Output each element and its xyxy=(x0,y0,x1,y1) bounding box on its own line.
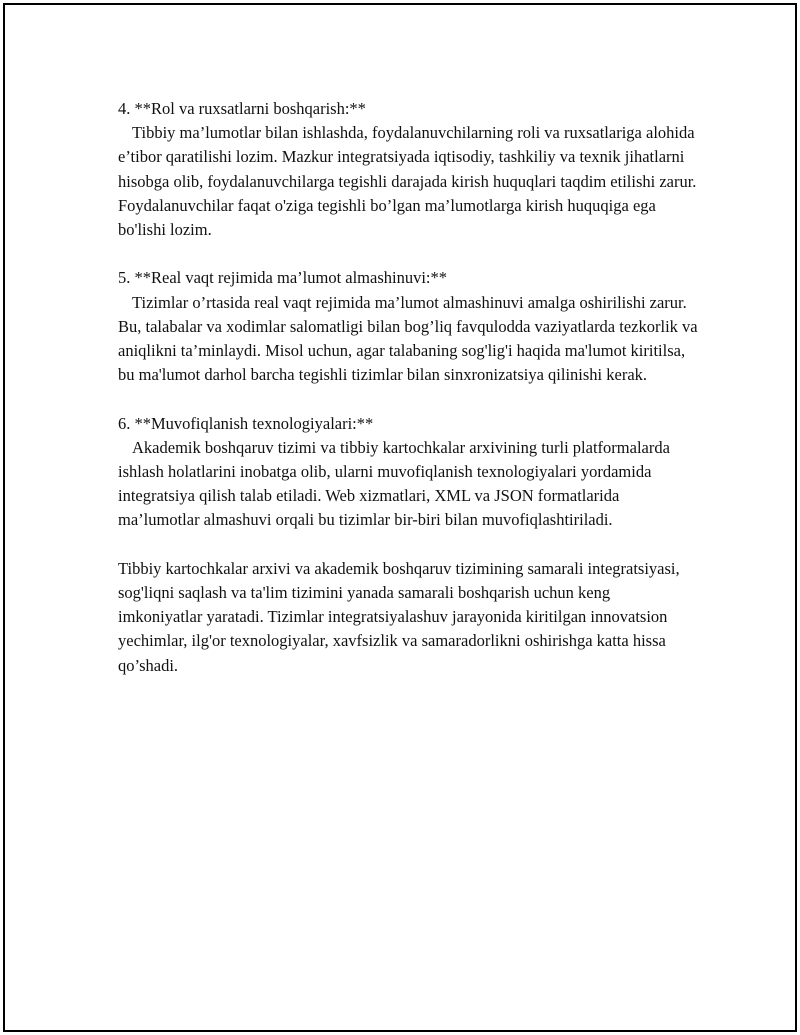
section-realtime-exchange xyxy=(118,266,698,387)
section-heading: 5. **Real vaqt rejimida ma’lumot almashinuvi:** xyxy=(118,268,448,288)
conclusion-paragraph: Tibbiy kartochkalar arxivi va akademik boshqaruv tizimining samarali integratsiyasi, sog'liqni saqlash va ta'lim tizimini yanada samarali boshqarish uchun keng imkoniyatlar yaratadi. Tizimlar integratsiyalashuv jarayonida kiritilgan innovatsion yechimlar, ilg'or texnologiyalar, xavfsizlik va samaradorlikni oshirishga katta hissa qo’shadi. xyxy=(118,558,680,675)
section-body: Tibbiy ma’lumotlar bilan ishlashda, foydalanuvchilarning roli va ruxsatlariga alohida e’tibor qaratilishi lozim. Mazkur integratsiyada iqtisodiy, tashkiliy va texnik jihatlarni hisobga olib, foydalanuvchilarga tegishli darajada kirish huquqlari taqdim etilishi zarur. Foydalanuvchilar faqat o'ziga tegishli bo’lgan ma’lumotlarga kirish huquqiga ega bo'lishi lozim. xyxy=(118,123,697,240)
section-roles-permissions xyxy=(118,97,698,242)
section-compatibility-tech xyxy=(118,412,698,533)
section-heading: 6. **Muvofiqlanish texnologiyalari:** xyxy=(118,413,374,433)
section-body: Tizimlar o’rtasida real vaqt rejimida ma’lumot almashinuvi amalga oshirilishi zarur. Bu, talabalar va xodimlar salomatligi bilan bog’liq favqulodda vaziyatlarda tezkorlik va aniqlikni ta’minlaydi. Misol uchun, agar talabaning sog'lig'i haqida ma'lumot kiritilsa, bu ma'lumot darhol barcha tegishli tizimlar bilan sinxronizatsiya qilinishi kerak. xyxy=(118,292,698,385)
section-body: Akademik boshqaruv tizimi va tibbiy kartochkalar arxivining turli platformalarda ishlash holatlarini inobatga olib, ularni muvofiqlanish texnologiyalari yordamida integratsiya qilish talab etiladi. Web xizmatlari, XML va JSON formatlarida ma’lumotlar almashuvi orqali bu tizimlar bir-biri bilan muvofiqlashtiriladi. xyxy=(118,437,670,530)
document-page xyxy=(3,3,797,1032)
document-content xyxy=(118,97,698,678)
section-heading: 4. **Rol va ruxsatlarni boshqarish:** xyxy=(118,99,366,118)
